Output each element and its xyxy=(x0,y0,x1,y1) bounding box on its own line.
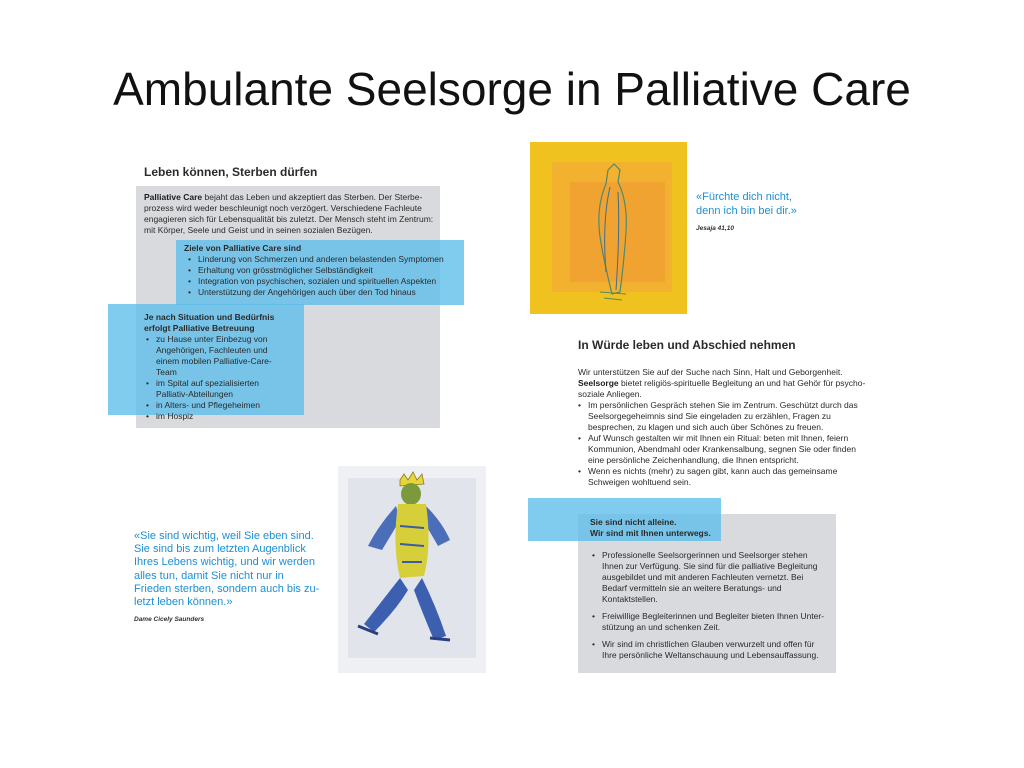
right-intro: Wir unterstützen Sie auf der Suche nach Sinn, Halt und Geborgenheit. xyxy=(578,367,843,377)
care-title-1: Je nach Situation und Bedürfnis xyxy=(144,312,275,322)
list-item: • Freiwillige Begleiterinnen und Begleiter bieten Ihnen Unterstützung an und schenken Zeit. xyxy=(602,611,826,633)
slide-title: Ambulante Seelsorge in Palliative Care xyxy=(113,63,911,115)
intro-bold: Palliative Care xyxy=(144,192,203,202)
intro-text: bejaht das Leben und akzeptiert das Sterben. Der Sterbeprozess wird weder beschleunigt noch verzögert. Verschiedene Fachleute engagieren sich für Lebensqualität bis zuletzt. Der Mensch steht im Zentrum: mit Körper, Seele und Geist und in seinen sozialen Bezügen. xyxy=(144,192,434,235)
right-panel-heading: In Würde leben und Abschied nehmen xyxy=(578,338,796,352)
left-panel-intro xyxy=(144,192,434,236)
goals-title: Ziele von Palliative Care sind xyxy=(184,243,302,253)
list-item: • Unterstützung der Angehörigen auch über den Tod hinaus xyxy=(198,287,460,298)
not-alone-title xyxy=(590,517,720,539)
crowned-figure-painting xyxy=(338,466,486,673)
quote-bottom-text: «Sie sind wichtig, weil Sie eben sind. Sie sind bis zum letzten Augenblick Ihres Lebens wichtig, und wir werden alles tun, damit Sie nicht nur in Frieden sterben, sondern auch bis zuletzt leben können.» xyxy=(134,530,320,609)
goals-content xyxy=(184,243,460,298)
yellow-painting xyxy=(530,142,687,314)
right-intro-rest: bietet religiös-spirituelle Begleitung an und hat Gehör für psychosoziale Anliegen. xyxy=(578,378,866,399)
quote-top-line1: «Fürchte dich nicht, xyxy=(696,191,792,203)
right-panel-content xyxy=(578,367,866,488)
figure-painting-icon xyxy=(530,142,687,314)
not-alone-title-2: Wir sind mit Ihnen unterwegs. xyxy=(590,528,711,538)
not-alone-content xyxy=(590,550,826,661)
list-item: • Integration von psychischen, sozialen und spirituellen Aspekten xyxy=(198,276,460,287)
list-item: • Wir sind im christlichen Glauben verwurzelt und offen für Ihre persönliche Weltanschauung und Lebensauffassung. xyxy=(602,639,826,661)
right-intro-bold: Seelsorge xyxy=(578,378,619,388)
quote-top-source: Jesaja 41,10 xyxy=(696,225,734,232)
list-item: • Professionelle Seelsorgerinnen und Seelsorger stehen Ihnen zur Verfügung. Sie sind für die palliative Begleitung ausgebildet und mit anderen Fachleuten vernetzt. Bei Bedarf vermitteln sie an weitere Beratungs- und Kontaktstellen. xyxy=(602,550,826,605)
list-item: • im Spital auf spezialisierten Palliativ-Abteilungen xyxy=(156,378,286,400)
care-content xyxy=(144,312,294,422)
list-item: • Wenn es nichts (mehr) zu sagen gibt, kann auch das gemeinsame Schweigen wohltuend sein. xyxy=(588,466,866,488)
quote-top-line2: denn ich bin bei dir.» xyxy=(696,204,797,217)
left-panel-heading: Leben können, Sterben dürfen xyxy=(144,165,318,179)
not-alone-title-1: Sie sind nicht alleine. xyxy=(590,517,677,527)
list-item: • in Alters- und Pflegeheimen xyxy=(156,400,286,411)
right-intro-2 xyxy=(578,378,866,400)
list-item: • Erhaltung von grösstmöglicher Selbständigkeit xyxy=(198,265,460,276)
list-item: • zu Hause unter Einbezug von Angehörigen, Fachleuten und einem mobilen Palliative-Care-Team xyxy=(156,334,286,378)
list-item: • Auf Wunsch gestalten wir mit Ihnen ein Ritual: beten mit Ihnen, feiern Kommunion, Abendmahl oder Krankensalbung, segnen Sie oder finden eine persönliche Zeichenhandlung, die Ihnen entspricht. xyxy=(588,433,866,466)
list-item: • im Hospiz xyxy=(156,411,286,422)
list-item: • Im persönlichen Gespräch stehen Sie im Zentrum. Geschützt durch das Seelsorgegeheimnis sind Sie eingeladen zu erzählen, Fragen zu besprechen, zu klagen und sich auch über Schönes zu freuen. xyxy=(588,400,866,433)
quote-bottom xyxy=(134,530,320,626)
care-title-2: erfolgt Palliative Betreuung xyxy=(144,323,255,333)
quote-top xyxy=(696,191,846,236)
crowned-figure-icon xyxy=(338,466,486,673)
quote-bottom-source: Dame Cicely Saunders xyxy=(134,616,205,624)
list-item: • Linderung von Schmerzen und anderen belastenden Symptomen xyxy=(198,254,460,265)
